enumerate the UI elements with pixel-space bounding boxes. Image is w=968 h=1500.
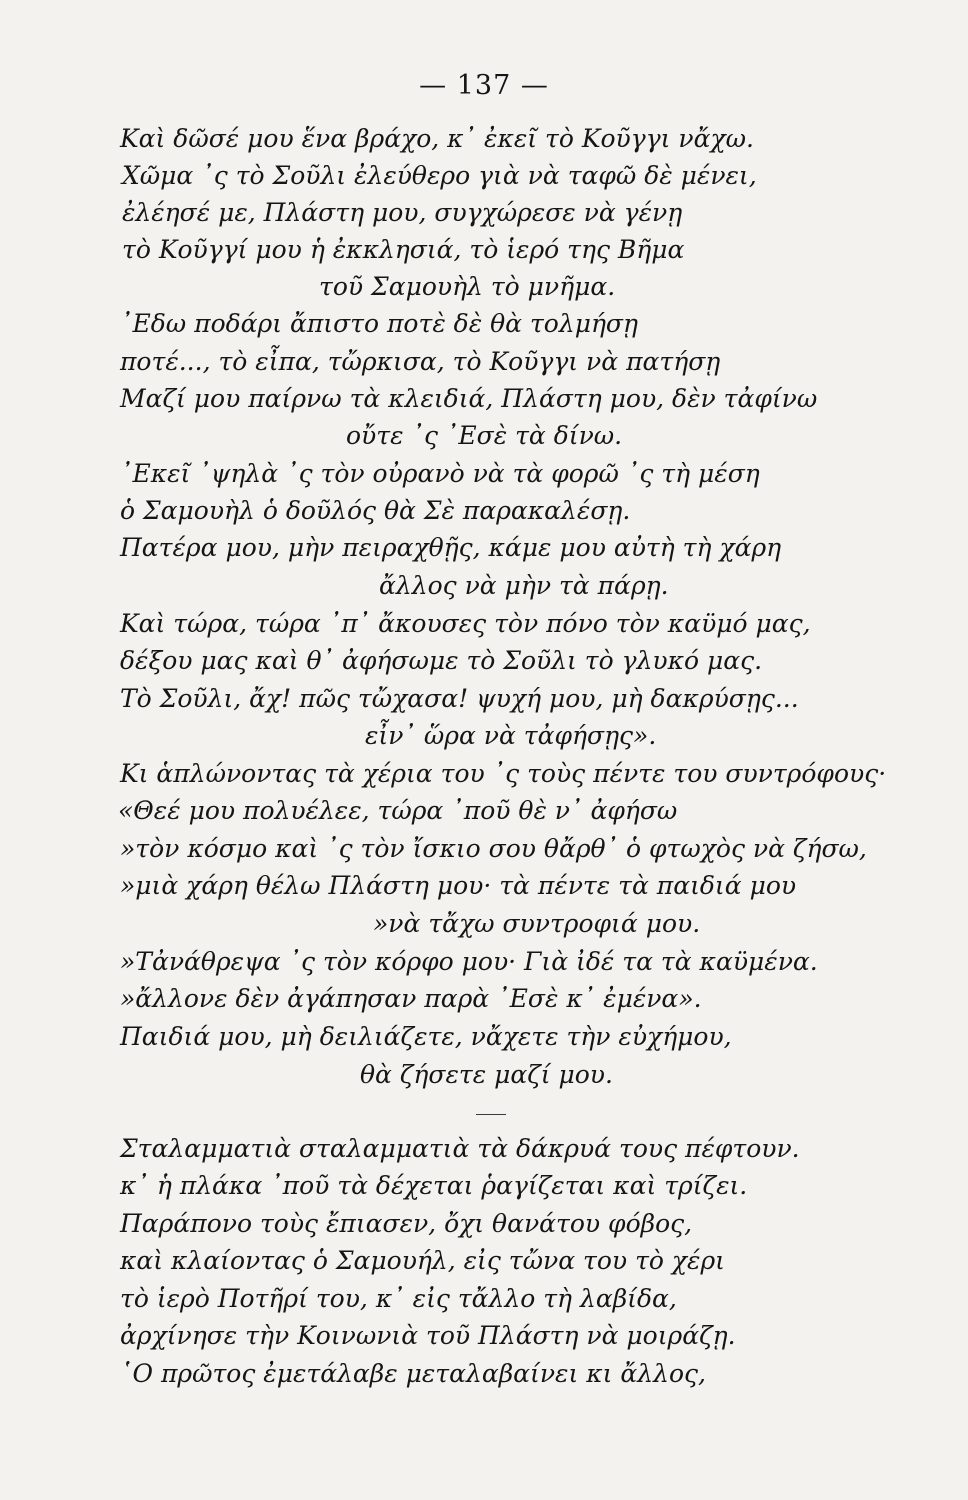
- poem-line: Πατέρα μου, μὴν πειραχθῇς, κάμε μου αὐτὴ τὴ χάρη: [120, 533, 782, 562]
- poem-line: ἀρχίνησε τὴν Κοινωνιὰ τοῦ Πλάστη νὰ μοιράζῃ.: [120, 1321, 736, 1350]
- poem-line: »μιὰ χάρη θέλω Πλάστη μου· τὰ πέντε τὰ παιδιά μου: [120, 871, 797, 900]
- poem-line: οὔτε ᾽ς ᾽Εσὲ τὰ δίνω.: [346, 421, 623, 450]
- poem-line: Καὶ τώρα, τώρα ᾽π᾽ ἄκουσες τὸν πόνο τὸν καϋμό μας,: [120, 609, 811, 638]
- poem-line: θὰ ζήσετε μαζί μου.: [360, 1060, 613, 1089]
- poem-line: ὁ Σαμουὴλ ὁ δοῦλός θὰ Σὲ παρακαλέσῃ.: [120, 496, 631, 525]
- poem-line: »νὰ τἄχω συντροφιά μου.: [373, 909, 701, 938]
- section-divider: [476, 1114, 506, 1115]
- poem-line: ἄλλος νὰ μὴν τὰ πάρῃ.: [379, 571, 669, 600]
- poem-line: «Θεέ μου πολυέλεε, τώρα ᾽ποῦ θὲ ν᾽ ἀφήσω: [118, 796, 678, 825]
- poem-line: κ᾽ ἡ πλάκα ᾽ποῦ τὰ δέχεται ῥαγίζεται καὶ τρίζει.: [120, 1171, 748, 1200]
- poem-line: εἶν᾽ ὥρα νὰ τἀφήσῃς».: [365, 721, 657, 750]
- poem-line: »τὸν κόσμο καὶ ᾽ς τὸν ἴσκιο σου θἄρθ᾽ ὁ φτωχὸς νὰ ζήσω,: [120, 834, 867, 863]
- poem-line: Καὶ δῶσέ μου ἕνα βράχο, κ᾽ ἐκεῖ τὸ Κοῦγγι νἄχω.: [120, 124, 754, 153]
- poem-line: Χῶμα ᾽ς τὸ Σοῦλι ἐλεύθερο γιὰ νὰ ταφῶ δὲ μένει,: [122, 161, 757, 190]
- poem-line: τὸ Κοῦγγί μου ἡ ἐκκλησιά, τὸ ἱερό της Βῆμα: [122, 235, 685, 264]
- poem-line: Παράπονο τοὺς ἔπιασεν, ὄχι θανάτου φόβος,: [120, 1209, 693, 1238]
- poem-line: Παιδιά μου, μὴ δειλιάζετε, νἄχετε τὴν εὐχήμου,: [120, 1022, 732, 1051]
- poem-line: »Τἀνάθρεψα ᾽ς τὸν κόρφο μου· Γιὰ ἰδέ τα τὰ καϋμένα.: [120, 947, 818, 976]
- poem-line: Σταλαμματιὰ σταλαμματιὰ τὰ δάκρυά τους πέφτουν.: [120, 1134, 800, 1163]
- poem-line: Τὸ Σοῦλι, ἄχ! πῶς τὤχασα! ψυχή μου, μὴ δακρύσῃς...: [120, 684, 799, 713]
- poem-line: ποτέ..., τὸ εἶπα, τὤρκισα, τὸ Κοῦγγι νὰ πατήσῃ: [120, 347, 721, 376]
- poem-line: Κι ἁπλώνοντας τὰ χέρια του ᾽ς τοὺς πέντε του συντρόφους·: [120, 759, 887, 788]
- poem-line: τοῦ Σαμουὴλ τὸ μνῆμα.: [319, 272, 616, 301]
- page-number: — 137 —: [419, 70, 549, 101]
- poem-line: ᾽Εδω ποδάρι ἄπιστο ποτὲ δὲ θὰ τολμήσῃ: [120, 309, 638, 338]
- poem-line: ῾Ο πρῶτος ἐμετάλαβε μεταλαβαίνει κι ἄλλος,: [120, 1359, 706, 1388]
- poem-line: ᾽Εκεῖ ᾽ψηλὰ ᾽ς τὸν οὐρανὸ νὰ τὰ φορῶ ᾽ς τὴ μέση: [120, 459, 760, 488]
- poem-line: τὸ ἱερὸ Ποτῆρί του, κ᾽ εἰς τἄλλο τὴ λαβίδα,: [120, 1284, 677, 1313]
- poem-line: δέξου μας καὶ θ᾽ ἀφήσωμε τὸ Σοῦλι τὸ γλυκό μας.: [120, 646, 763, 675]
- poem-line: »ἄλλονε δὲν ἀγάπησαν παρὰ ᾽Εσὲ κ᾽ ἐμένα».: [120, 984, 702, 1013]
- poem-line: καὶ κλαίοντας ὁ Σαμουήλ, εἰς τὤνα του τὸ χέρι: [120, 1246, 725, 1275]
- poem-line: Μαζί μου παίρνω τὰ κλειδιά, Πλάστη μου, δὲν τἀφίνω: [120, 384, 818, 413]
- poem-line: ἐλέησέ με, Πλάστη μου, συγχώρεσε νὰ γένῃ: [122, 198, 683, 227]
